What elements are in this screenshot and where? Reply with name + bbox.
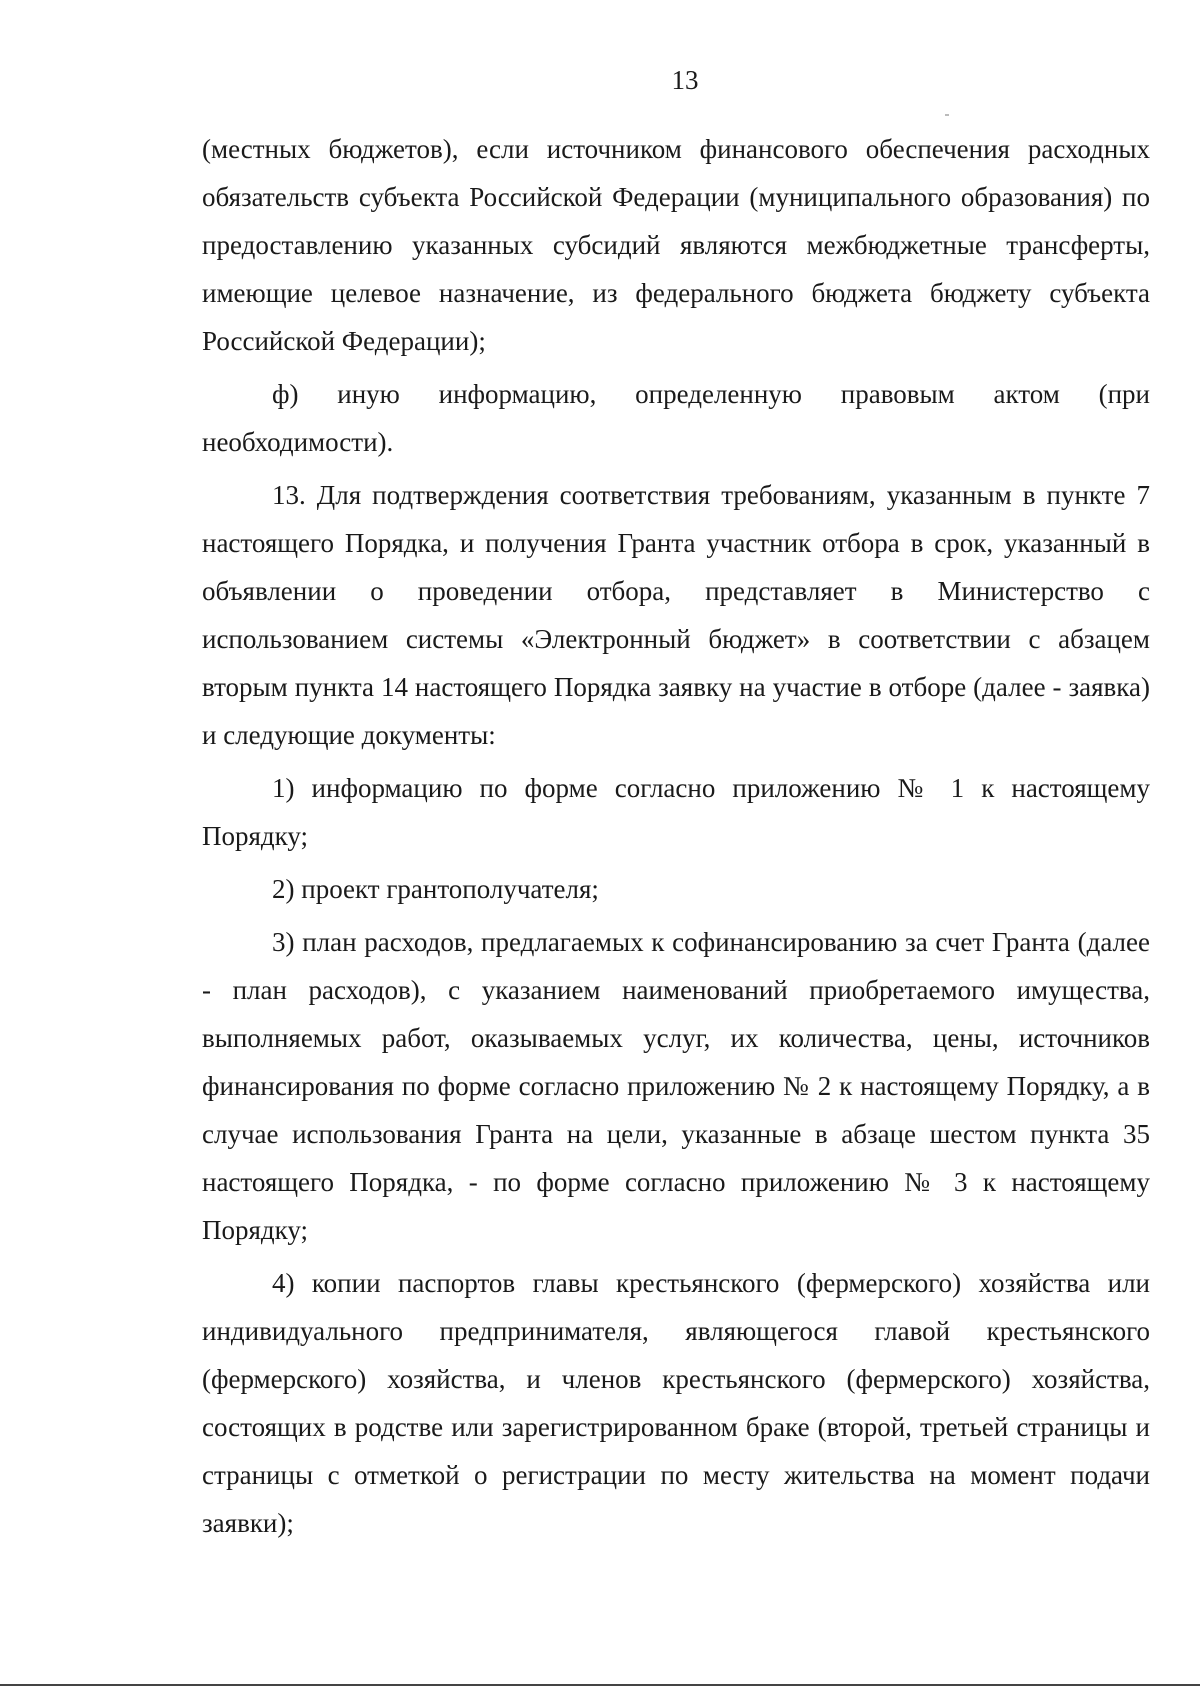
scan-bottom-edge <box>0 1684 1200 1686</box>
list-item-3: 3) план расходов, предлагаемых к софинансированию за счет Гранта (далее - план расходов), с указанием наименований приобретаемого имущества, выполняемых работ, оказываемых услуг, их количества, цены, источников финансирования по форме согласно приложению № 2 к настоящему Порядку, а в случае использования Гранта на цели, указанные в абзаце шестом пункта 35 настоящего Порядка, - по форме согласно приложению № 3 к настоящему Порядку; <box>202 927 1150 1245</box>
page-number: 13 <box>671 65 699 95</box>
paragraph-13: 13. Для подтверждения соответствия требованиям, указанным в пункте 7 настоящего Порядка, и получения Гранта участник отбора в срок, указанный в объявлении о проведении отбора, представляет в Министерство с использованием системы «Электронный бюджет» в соответствии с абзацем вторым пункта 14 настоящего Порядка заявку на участие в отборе (далее - заявка) и следующие документы: <box>202 480 1150 750</box>
list-item-4: 4) копии паспортов главы крестьянского (фермерского) хозяйства или индивидуального предпринимателя, являющегося главой крестьянского (фермерского) хозяйства, и членов крестьянского (фермерского) хозяйства, состоящих в родстве или зарегистрированном браке (второй, третьей страницы и страницы с отметкой о регистрации по месту жительства на момент подачи заявки); <box>202 1268 1150 1538</box>
list-item-1: 1) информацию по форме согласно приложению № 1 к настоящему Порядку; <box>202 773 1150 851</box>
list-item-2: 2) проект грантополучателя; <box>272 874 599 904</box>
paragraph-item-f: ф) иную информацию, определенную правовым актом (при необходимости). <box>202 379 1150 457</box>
scan-artifact <box>945 114 949 116</box>
paragraph-continuation: (местных бюджетов), если источником финансового обеспечения расходных обязательств субъекта Российской Федерации (муниципального образования) по предоставлению указанных субсидий являются межбюджетные трансферты, имеющие целевое назначение, из федерального бюджета бюджету субъекта Российской Федерации); <box>202 134 1150 356</box>
document-body <box>202 125 1150 1547</box>
